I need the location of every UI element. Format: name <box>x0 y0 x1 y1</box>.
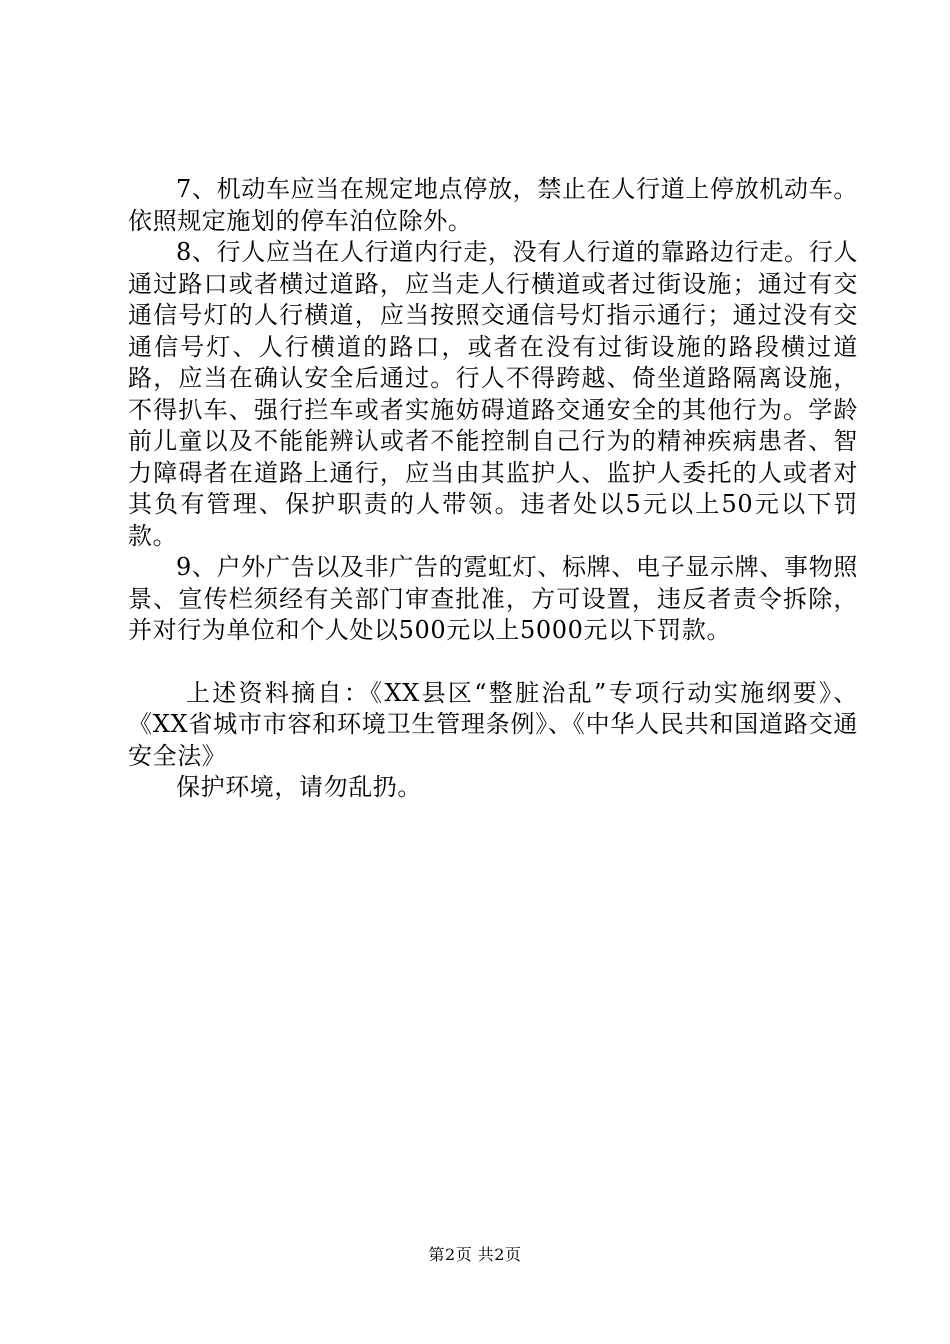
paragraph-item-9: 9、户外广告以及非广告的霓虹灯、标牌、电子显示牌、事物照景、宣传栏须经有关部门审查批准，方可设置，违反者责令拆除，并对行为单位和个人处以500元以上5000元以下罚款。 <box>128 553 858 644</box>
paragraph-item-7: 7、机动车应当在规定地点停放，禁止在人行道上停放机动车。依照规定施划的停车泊位除外。 <box>128 175 858 235</box>
paragraph-item-8: 8、行人应当在人行道内行走，没有人行道的靠路边行走。行人通过路口或者横过道路，应当走人行横道或者过街设施；通过有交通信号灯的人行横道，应当按照交通信号灯指示通行；通过没有交通信号灯、人行横道的路口，或者在没有过街设施的路段横过道路，应当在确认安全后通过。行人不得跨越、倚坐道路隔离设施，不得扒车、强行拦车或者实施妨碍道路交通安全的其他行为。学龄前儿童以及不能能辨认或者不能控制自己行为的精神疾病患者、智力障碍者在道路上通行，应当由其监护人、监护人委托的人或者对其负有管理、保护职责的人带领。违者处以5元以上50元以下罚款。 <box>128 238 858 550</box>
paragraph-spacer <box>128 647 858 678</box>
page-number-footer: 第2页 共2页 <box>428 1245 522 1264</box>
source-note: 上述资料摘自：《XX县区“整脏治乱”专项行动实施纲要》、《XX省城市市容和环境卫生管理条例》、《中华人民共和国道路交通安全法》 <box>128 678 858 770</box>
closing-line: 保护环境，请勿乱扔。 <box>176 773 422 801</box>
document-body <box>128 174 858 804</box>
